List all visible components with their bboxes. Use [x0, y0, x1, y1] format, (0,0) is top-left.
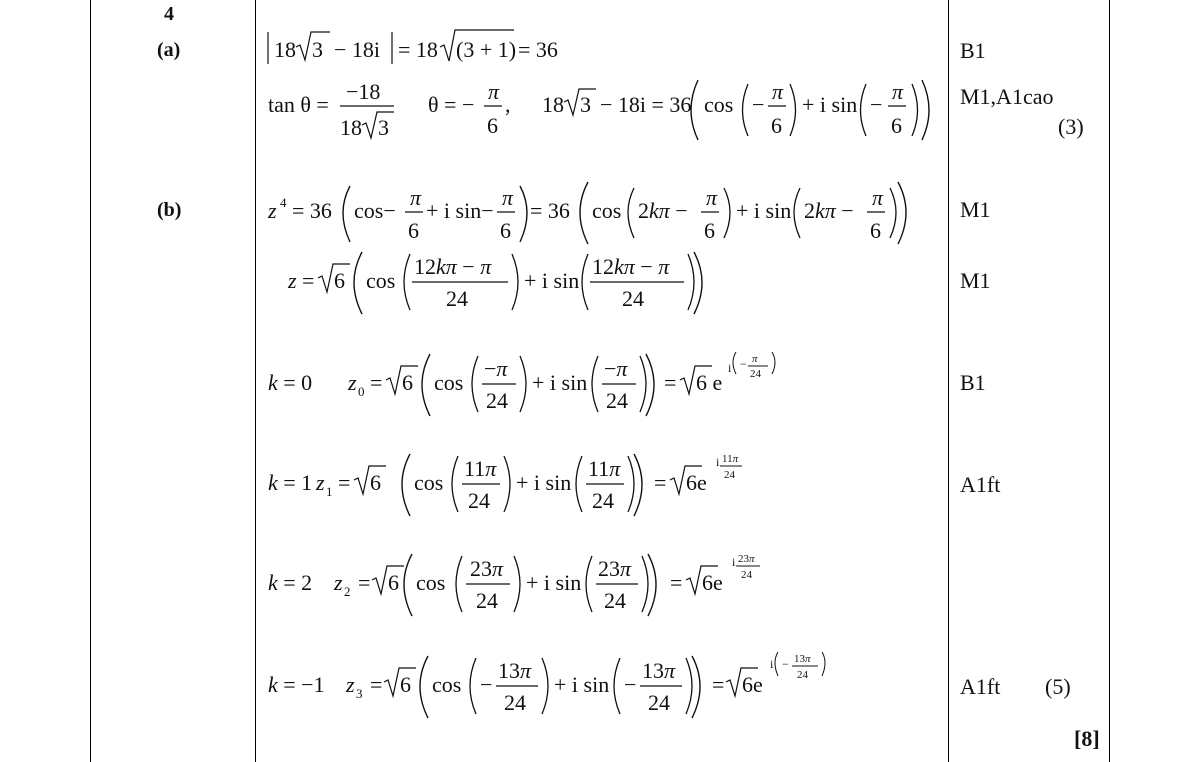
svg-text:6e: 6e — [742, 672, 763, 697]
svg-text:π: π — [410, 185, 422, 210]
mark-a-1: B1 — [960, 38, 986, 63]
svg-text:13π: 13π — [642, 658, 676, 683]
svg-text:23π: 23π — [470, 556, 504, 581]
svg-text:+ i sin: + i sin — [524, 268, 580, 293]
working-b-line-2 — [287, 252, 702, 314]
svg-text:=: = — [370, 370, 383, 395]
svg-text:6: 6 — [771, 113, 782, 138]
svg-text:6: 6 — [500, 218, 511, 243]
svg-text:=: = — [370, 672, 383, 697]
svg-text:24: 24 — [648, 690, 670, 715]
working-b-k2 — [268, 553, 760, 616]
svg-text:23π: 23π — [738, 553, 755, 565]
mark-b-4: A1ft — [960, 472, 1001, 497]
question-total: [8] — [1074, 726, 1100, 751]
svg-text:cos: cos — [416, 570, 446, 595]
svg-text:6: 6 — [704, 218, 715, 243]
svg-text:18: 18 — [274, 37, 296, 62]
svg-text:13π: 13π — [498, 658, 532, 683]
svg-text:z: z — [348, 370, 357, 395]
svg-text:2kπ −: 2kπ − — [804, 198, 854, 223]
svg-text:+ i sin: + i sin — [516, 470, 572, 495]
svg-text:6: 6 — [400, 672, 411, 697]
svg-text:−: − — [782, 657, 789, 671]
svg-text:3: 3 — [580, 92, 591, 117]
svg-text:24: 24 — [606, 388, 628, 413]
svg-text:π: π — [502, 185, 514, 210]
svg-text:−: − — [740, 357, 747, 371]
svg-text:6 e: 6 e — [696, 370, 723, 395]
svg-text:6: 6 — [487, 113, 498, 138]
svg-text:π: π — [706, 185, 718, 210]
working-b-k1 — [268, 453, 742, 516]
svg-text:6: 6 — [870, 218, 881, 243]
mark-b-3: B1 — [960, 370, 986, 395]
svg-text:11π: 11π — [464, 456, 497, 481]
svg-text:z: z — [346, 672, 355, 697]
svg-text:= 36: = 36 — [292, 198, 332, 223]
svg-text:13π: 13π — [794, 653, 811, 665]
svg-text:cos: cos — [592, 198, 622, 223]
svg-text:z: z — [268, 198, 277, 223]
svg-text:(3 + 1): (3 + 1) — [456, 37, 517, 62]
svg-text:6e: 6e — [686, 470, 707, 495]
svg-text:3: 3 — [356, 686, 363, 701]
svg-text:k = 0: k = 0 — [268, 370, 313, 395]
svg-text:i: i — [732, 555, 736, 569]
svg-text:6: 6 — [402, 370, 413, 395]
svg-text:11π: 11π — [722, 453, 739, 465]
subtotal-a: (3) — [1058, 114, 1084, 139]
svg-text:+ i sin: + i sin — [802, 92, 858, 117]
mark-b-1: M1 — [960, 197, 991, 222]
svg-text:24: 24 — [504, 690, 526, 715]
svg-text:z: z — [334, 570, 343, 595]
svg-text:cos: cos — [414, 470, 444, 495]
working-b-km1 — [268, 652, 825, 718]
svg-text:,: , — [505, 92, 511, 117]
svg-text:k = −1: k = −1 — [268, 672, 325, 697]
svg-text:24: 24 — [724, 469, 735, 481]
svg-text:z: z — [288, 268, 297, 293]
svg-text:cos: cos — [704, 92, 734, 117]
svg-text:6: 6 — [370, 470, 381, 495]
svg-text:−π: −π — [484, 356, 508, 381]
subtotal-b: (5) — [1045, 674, 1071, 699]
svg-text:4: 4 — [280, 195, 287, 210]
svg-text:23π: 23π — [598, 556, 632, 581]
svg-text:−π: −π — [604, 356, 628, 381]
svg-text:i: i — [770, 657, 774, 671]
svg-text:π: π — [752, 353, 758, 365]
svg-text:−: − — [480, 672, 493, 697]
svg-text:=: = — [670, 570, 683, 595]
svg-text:6: 6 — [388, 570, 399, 595]
svg-text:k = 2: k = 2 — [268, 570, 313, 595]
svg-text:3: 3 — [312, 37, 323, 62]
svg-text:12kπ − π: 12kπ − π — [592, 254, 670, 279]
svg-text:+ i sin−: + i sin− — [426, 198, 494, 223]
svg-text:24: 24 — [750, 368, 761, 380]
mark-a-2: M1,A1cao — [960, 84, 1054, 109]
svg-text:π: π — [872, 185, 884, 210]
svg-text:=: = — [302, 268, 315, 293]
svg-text:3: 3 — [378, 115, 389, 140]
svg-text:π: π — [772, 79, 784, 104]
svg-text:cos: cos — [434, 370, 464, 395]
svg-text:2: 2 — [344, 584, 351, 599]
svg-text:−18: −18 — [346, 79, 381, 104]
svg-text:24: 24 — [476, 588, 498, 613]
svg-text:− 18i = 36: − 18i = 36 — [600, 92, 692, 117]
working-a-line-1 — [268, 30, 558, 64]
svg-text:=: = — [654, 470, 667, 495]
part-b-label: (b) — [157, 199, 182, 221]
svg-text:24: 24 — [741, 569, 752, 581]
svg-text:1: 1 — [326, 484, 333, 499]
svg-text:+ i sin: + i sin — [532, 370, 588, 395]
svg-text:24: 24 — [486, 388, 508, 413]
svg-text:24: 24 — [797, 669, 808, 681]
svg-text:+ i sin: + i sin — [736, 198, 792, 223]
svg-text:−: − — [870, 92, 883, 117]
svg-text:−: − — [752, 92, 765, 117]
svg-text:= 18: = 18 — [398, 37, 438, 62]
svg-text:2kπ −: 2kπ − — [638, 198, 688, 223]
svg-text:cos: cos — [366, 268, 396, 293]
svg-text:π: π — [892, 79, 904, 104]
svg-text:tan θ =: tan θ = — [268, 92, 329, 117]
working-a-line-2 — [268, 79, 929, 140]
svg-text:24: 24 — [446, 286, 468, 311]
svg-text:− 18i: − 18i — [334, 37, 381, 62]
svg-text:+ i sin: + i sin — [554, 672, 610, 697]
working-b-line-1 — [267, 182, 906, 244]
mark-b-5: A1ft — [960, 674, 1001, 699]
svg-text:6e: 6e — [702, 570, 723, 595]
question-number: 4 — [164, 3, 174, 25]
svg-text:=: = — [664, 370, 677, 395]
svg-text:k = 1: k = 1 — [268, 470, 313, 495]
svg-text:24: 24 — [622, 286, 644, 311]
svg-text:24: 24 — [592, 488, 614, 513]
svg-text:π: π — [488, 79, 500, 104]
svg-text:=: = — [358, 570, 371, 595]
svg-text:=: = — [712, 672, 725, 697]
svg-text:6: 6 — [891, 113, 902, 138]
working-b-k0 — [268, 352, 775, 416]
svg-text:i: i — [728, 361, 732, 375]
svg-text:24: 24 — [604, 588, 626, 613]
svg-text:θ = −: θ = − — [428, 92, 475, 117]
svg-text:cos−: cos− — [354, 198, 396, 223]
svg-text:12kπ − π: 12kπ − π — [414, 254, 492, 279]
svg-text:6: 6 — [408, 218, 419, 243]
svg-text:+ i sin: + i sin — [526, 570, 582, 595]
svg-text:11π: 11π — [588, 456, 621, 481]
svg-text:0: 0 — [358, 384, 365, 399]
svg-text:= 36: = 36 — [518, 37, 558, 62]
svg-text:18: 18 — [340, 115, 362, 140]
svg-text:= 36: = 36 — [530, 198, 570, 223]
svg-text:18: 18 — [542, 92, 564, 117]
mark-b-2: M1 — [960, 268, 991, 293]
svg-text:6: 6 — [334, 268, 345, 293]
part-a-label: (a) — [157, 39, 181, 61]
svg-text:24: 24 — [468, 488, 490, 513]
svg-text:=: = — [338, 470, 351, 495]
svg-text:i: i — [716, 455, 720, 469]
svg-text:−: − — [624, 672, 637, 697]
svg-text:cos: cos — [432, 672, 462, 697]
svg-text:z: z — [316, 470, 325, 495]
